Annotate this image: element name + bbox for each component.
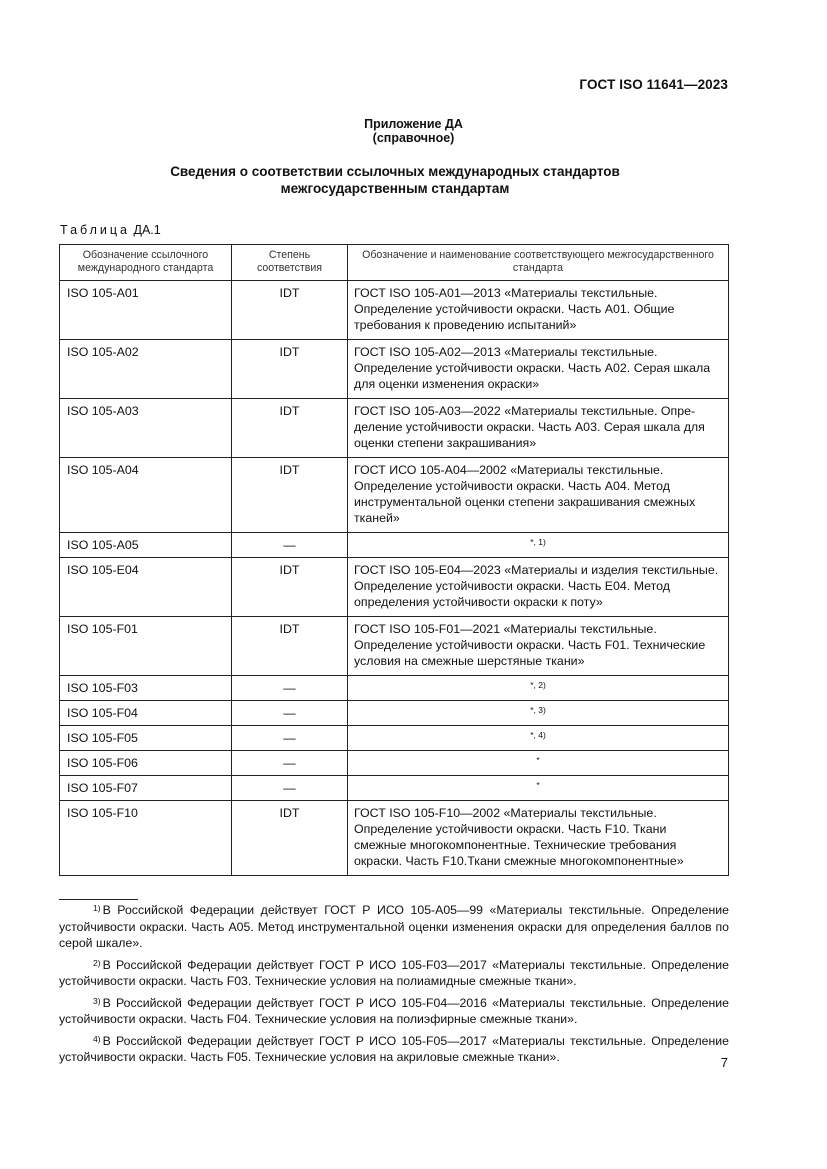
cell-gost-note: *, 2) [348,676,729,701]
footnote-mark: 2) [93,957,101,968]
document-code: ГОСТ ISO 11641—2023 [579,77,728,92]
table-header-row [60,245,729,281]
column-header-degree: Степень соответствия [232,245,348,281]
cell-standard: ISO 105-F03 [60,676,232,701]
cell-degree: IDT [232,340,348,399]
table-row [60,701,729,726]
cell-gost-note: *, 1) [348,533,729,558]
table-row [60,776,729,801]
footnote-mark: 4) [93,1033,101,1044]
cell-degree: — [232,533,348,558]
footnote-text: В Российской Федерации действует ГОСТ Р ИСО 105-F05—2017 «Материалы текстильные. Определение устойчивости окраски. Часть F05. Технические условия на акриловые смежные ткани». [59,1033,729,1064]
cell-gost: ГОСТ ISO 105-A02—2013 «Материалы текстильные. Определение устойчивости окраски. Часть A02. Серая шкала для оценки изменения окраски» [348,340,729,399]
footnote-text: В Российской Федерации действует ГОСТ Р ИСО 105-F03—2017 «Материалы текстильные. Определение устойчивости окраски. Часть F03. Технические условия на полиамидные смежные ткани». [59,957,729,988]
table-row [60,726,729,751]
cell-gost: ГОСТ ISO 105-A01—2013 «Материалы текстильные. Определение устойчивости окраски. Часть A01. Общие требования к проведению испытаний» [348,281,729,340]
table-row [60,533,729,558]
table-caption [60,223,161,237]
table-row [60,617,729,676]
table-caption-number: ДА.1 [133,223,161,237]
footnote-mark: 3) [93,995,101,1006]
cell-gost-note: * [348,751,729,776]
cell-gost: ГОСТ ISO 105-E04—2023 «Материалы и изделия текстильные. Определение устойчивости окраски. Часть E04. Метод определения устойчивости окраски к поту» [348,558,729,617]
table-caption-prefix: Таблица [60,223,131,237]
footnote [59,1033,729,1066]
cell-standard: ISO 105-F07 [60,776,232,801]
table-row [60,458,729,533]
cell-standard: ISO 105-A02 [60,340,232,399]
cell-standard: ISO 105-F05 [60,726,232,751]
cell-degree: IDT [232,399,348,458]
cell-degree: IDT [232,281,348,340]
annex-title: Приложение ДА [364,117,463,131]
table-row [60,751,729,776]
table-row [60,281,729,340]
page-number: 7 [720,1055,728,1070]
table-row [60,399,729,458]
cell-standard: ISO 105-A03 [60,399,232,458]
cell-degree: — [232,701,348,726]
cell-degree: IDT [232,458,348,533]
cell-standard: ISO 105-F06 [60,751,232,776]
cell-degree: IDT [232,558,348,617]
annex-heading-line-1: Сведения о соответствии ссылочных международных стандартов [170,164,620,179]
column-header-standard: Обозначение ссылочного международного стандарта [60,245,232,281]
table-row [60,558,729,617]
cell-gost-note: * [348,776,729,801]
annex-subtitle: (справочное) [372,131,455,145]
cell-gost: ГОСТ ИСО 105-A04—2002 «Материалы текстильные. Определение устойчивости окраски. Часть A04. Метод инструментальной оценки степени закрашивания смежных тканей» [348,458,729,533]
cell-gost-note: *, 3) [348,701,729,726]
cell-gost: ГОСТ ISO 105-F01—2021 «Материалы текстильные. Определение устойчивости окраски. Часть F01. Технические условия на смежные шерстяные ткани» [348,617,729,676]
cell-standard: ISO 105-F10 [60,801,232,876]
compliance-table [59,244,729,876]
cell-gost-note: *, 4) [348,726,729,751]
cell-standard: ISO 105-F04 [60,701,232,726]
cell-standard: ISO 105-A05 [60,533,232,558]
table-row [60,340,729,399]
footnotes [59,902,729,1071]
footnote [59,995,729,1028]
cell-degree: IDT [232,617,348,676]
annex-heading [0,163,790,197]
footnote [59,902,729,952]
cell-standard: ISO 105-E04 [60,558,232,617]
cell-degree: — [232,776,348,801]
cell-standard: ISO 105-F01 [60,617,232,676]
cell-degree: — [232,726,348,751]
table-row [60,801,729,876]
cell-gost: ГОСТ ISO 105-A03—2022 «Материалы текстильные. Опре-деление устойчивости окраски. Часть A03. Серая шкала для оценки степени закрашивания» [348,399,729,458]
footnote [59,957,729,990]
column-header-gost: Обозначение и наименование соответствующего межгосударственного стандарта [348,245,729,281]
table-body [60,281,729,876]
footnote-divider [59,899,138,900]
annex-heading-line-2: межгосударственным стандартам [280,181,510,196]
footnote-text: В Российской Федерации действует ГОСТ Р ИСО 105-A05—99 «Материалы текстильные. Определение устойчивости окраски. Часть A05. Метод инструментальной оценки изменения окраски для определения баллов по серой шкале». [59,903,729,950]
footnote-text: В Российской Федерации действует ГОСТ Р ИСО 105-F04—2016 «Материалы текстильные. Определение устойчивости окраски. Часть F04. Технические условия на полиэфирные смежные ткани». [59,995,729,1026]
cell-degree: IDT [232,801,348,876]
cell-standard: ISO 105-A04 [60,458,232,533]
cell-degree: — [232,676,348,701]
cell-degree: — [232,751,348,776]
cell-standard: ISO 105-A01 [60,281,232,340]
table-row [60,676,729,701]
cell-gost: ГОСТ ISO 105-F10—2002 «Материалы текстильные. Определение устойчивости окраски. Часть F10. Ткани смежные многокомпонентные. Технические требования окраски. Часть F10.Ткани смежные многокомпонентные» [348,801,729,876]
footnote-mark: 1) [93,903,101,913]
